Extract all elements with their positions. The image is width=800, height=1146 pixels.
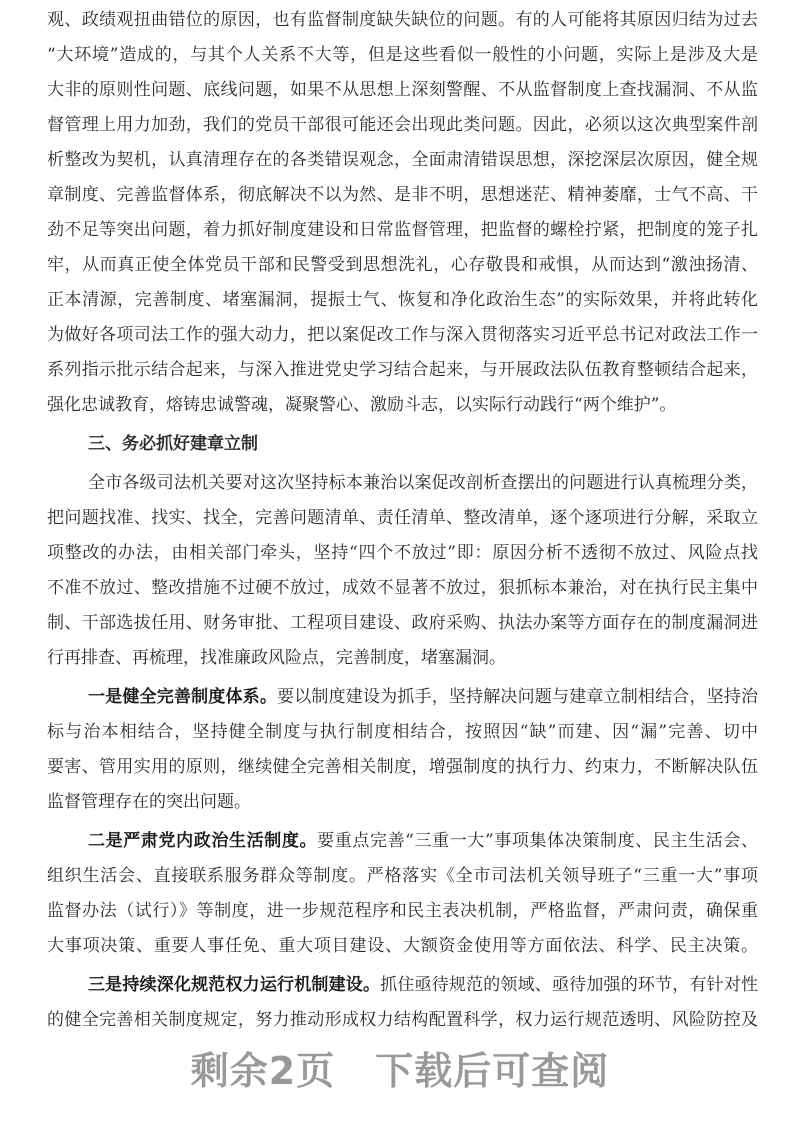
text-line: 项整改的办法，由相关部门牵头，坚持“四个不放过”即：原因分析不透彻不放过、风险点找 (47, 543, 758, 563)
text-line: 系列指示批示结合起来，与深入推进党史学习结合起来，与开展政法队伍教育整顿结合起来， (47, 360, 758, 380)
paragraph-1 (47, 3, 758, 423)
text-line: “大环境”造成的，与其个人关系不大等，但是这些看似一般性的小问题，实际上是涉及大是 (47, 45, 758, 65)
text-line: 正本清源，完善制度、堵塞漏洞，提振士气、恢复和净化政治生态”的实际效果，并将此转化 (47, 290, 758, 310)
text-line: 督管理上用力加劲，我们的党员干部很可能还会出现此类问题。因此，必须以这次典型案件剖 (47, 115, 758, 135)
paragraph-lead: 二是严肃党内政治生活制度。 (88, 831, 318, 851)
remaining-pages-label: 剩余2页 (190, 1049, 336, 1093)
text-line: 组织生活会、直接联系服务群众等制度。严格落实《全市司法机关领导班子“三重一大”事项 (47, 866, 758, 886)
text-line: 全市各级司法机关要对这次坚持标本兼治以案促改剖析查摆出的问题进行认真梳理分类， (88, 473, 758, 493)
text-line: 大事项决策、重要人事任免、重大项目建设、大额资金使用等方面依法、科学、民主决策。 (47, 936, 758, 956)
text-line: 劲不足等突出问题，着力抓好制度建设和日常监督管理，把监督的螺栓拧紧，把制度的笼子扎 (47, 220, 758, 240)
download-prompt[interactable] (0, 1040, 800, 1095)
text-line: 观、政绩观扭曲错位的原因，也有监督制度缺失缺位的问题。有的人可能将其原因归结为过去 (47, 10, 758, 30)
text-line: 把问题找准、找实、找全，完善问题清单、责任清单、整改清单，逐个逐项进行分解，采取立 (47, 508, 758, 528)
text-line: 要害、管用实用的原则，继续健全完善相关制度，增强制度的执行力、约束力，不断解决队伍 (47, 757, 758, 777)
paragraph-lead: 三是持续深化规范权力运行机制建设。 (88, 975, 381, 995)
document-body (47, 3, 758, 1038)
text-line: 不准不放过、整改措施不过硬不放过，成效不显著不放过，狠抓标本兼治，对在执行民主集中 (47, 578, 758, 598)
paragraph-lead: 一是健全完善制度体系。 (88, 687, 278, 707)
download-to-view-label[interactable]: 下载后可查阅 (375, 1049, 610, 1093)
text-line (47, 680, 758, 715)
text-line: 牢，从而真正使全体党员干部和民警受到思想洗礼，心存敬畏和戒惧，从而达到“激浊扬清、 (47, 255, 758, 275)
paragraph-4 (47, 824, 758, 964)
text-line: 强化忠诚教育，熔铸忠诚警魂，凝聚警心、激励斗志，以实际行动践行“两个维护”。 (47, 395, 677, 415)
text-run: 抓住亟待规范的领域、亟待加强的环节，有针对性 (380, 975, 759, 995)
text-line: 的健全完善相关制度规定，努力推动形成权力结构配置科学，权力运行规范透明、风险防控及 (47, 1010, 758, 1030)
text-line (47, 968, 758, 1003)
text-line: 析整改为契机，认真清理存在的各类错误观念，全面肃清错误思想，深挖深层次原因，健全规 (47, 150, 758, 170)
text-line: 制、干部选拔任用、财务审批、工程项目建设、政府采购、执法办案等方面存在的制度漏洞进 (47, 613, 758, 633)
text-line (47, 824, 758, 859)
paragraph-2 (47, 466, 758, 676)
paragraph-3 (47, 680, 758, 820)
text-run: 要以制度建设为抓手，坚持解决问题与建章立制相结合，坚持治 (277, 687, 759, 707)
text-run: 要重点完善“三重一大”事项集体决策制度、民主生活会、 (317, 831, 758, 851)
text-line: 大非的原则性问题、底线问题，如果不从思想上深刻警醒、不从监督制度上查找漏洞、不从监 (47, 80, 758, 100)
text-line: 监督管理存在的突出问题。 (47, 792, 251, 812)
text-line: 标与治本相结合，坚持健全制度与执行制度相结合，按照因“缺”而建、因“漏”完善、切中 (47, 722, 758, 742)
section-heading: 三、务必抓好建章立制 (88, 434, 258, 454)
text-line: 行再排查、再梳理，找准廉政风险点，完善制度，堵塞漏洞。 (47, 648, 506, 668)
text-line: 章制度、完善监督体系，彻底解决不以为然、是非不明，思想迷茫、精神萎靡，士气不高、干 (47, 185, 758, 205)
paragraph-5 (47, 968, 758, 1038)
text-line: 为做好各项司法工作的强大动力，把以案促改工作与深入贯彻落实习近平总书记对政法工作一 (47, 325, 758, 345)
text-line: 监督办法（试行）》等制度，进一步规范程序和民主表决机制，严格监督，严肃问责，确保重 (47, 901, 758, 921)
